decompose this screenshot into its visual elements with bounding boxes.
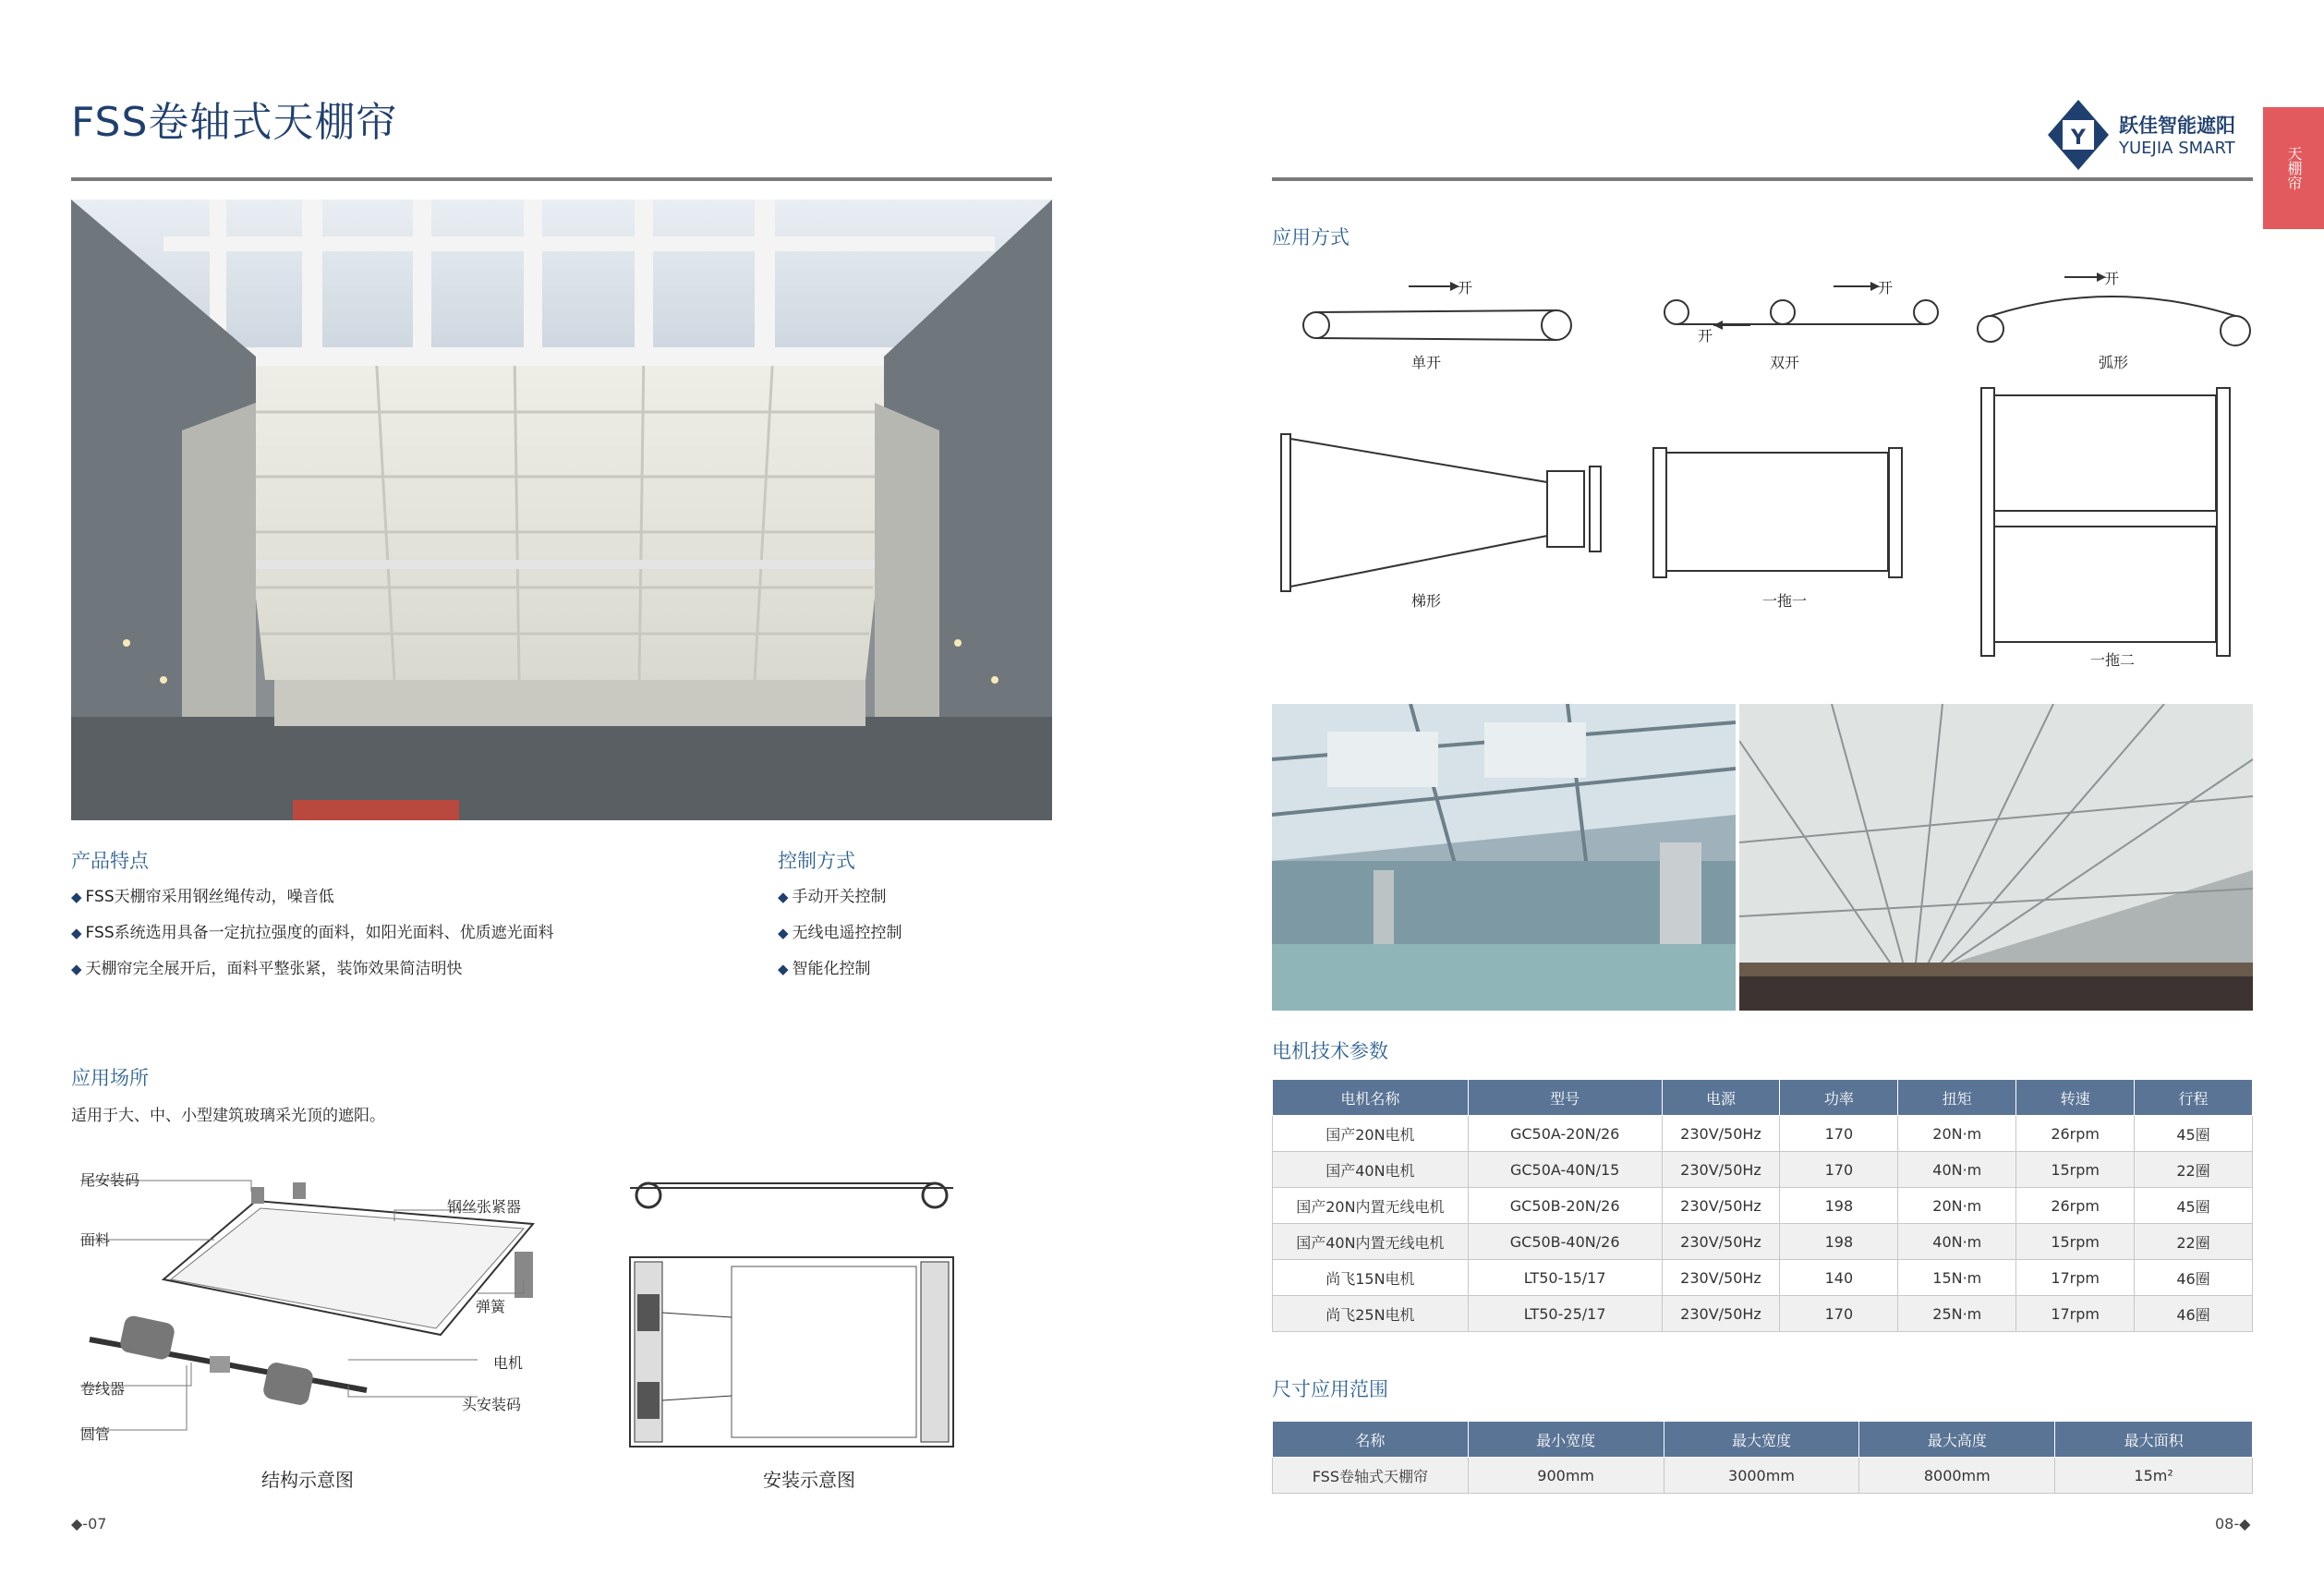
table-cell: 国产20N内置无线电机 — [1273, 1188, 1469, 1224]
usage-mode-label: 一拖二 — [2090, 651, 2136, 669]
bullet-diamond-icon: ◆ — [71, 961, 82, 977]
bullet-diamond-icon: ◆ — [778, 925, 789, 941]
bullet-diamond-icon: ◆ — [71, 925, 82, 941]
structure-label: 卷线器 — [80, 1380, 126, 1398]
size-spec-table — [1272, 1421, 2253, 1494]
table-row — [1273, 1260, 2253, 1296]
table-cell: 20N·m — [1898, 1188, 2016, 1224]
table-cell: 230V/50Hz — [1662, 1116, 1780, 1152]
control-item: ◆ 无线电遥控控制 — [778, 924, 902, 942]
table-cell: 15rpm — [2016, 1224, 2135, 1260]
table-cell: 26rpm — [2016, 1116, 2135, 1152]
table-cell: GC50A-20N/26 — [1468, 1116, 1662, 1152]
table-cell: 140 — [1780, 1260, 1898, 1296]
installation-photo-2 — [1739, 704, 2253, 1011]
table-cell: 国产40N电机 — [1273, 1152, 1469, 1188]
table-cell: 17rpm — [2016, 1260, 2135, 1296]
table-cell: 230V/50Hz — [1662, 1296, 1780, 1332]
application-desc: 适用于大、中、小型建筑玻璃采光顶的遮阳。 — [71, 1107, 385, 1125]
table-cell: GC50A-40N/15 — [1468, 1152, 1662, 1188]
logo-name-cn: 跃佳智能遮阳 — [2119, 115, 2235, 137]
control-title: 控制方式 — [778, 850, 855, 872]
install-diagram — [621, 1169, 962, 1456]
table-cell: 230V/50Hz — [1662, 1260, 1780, 1296]
table-header: 最大面积 — [2055, 1422, 2253, 1458]
table-row — [1273, 1188, 2253, 1224]
table-header: 转速 — [2016, 1080, 2135, 1116]
table-header: 最大高度 — [1859, 1422, 2055, 1458]
table-cell: 46圈 — [2135, 1260, 2253, 1296]
size-title: 尺寸应用范围 — [1272, 1378, 1388, 1400]
table-cell: 170 — [1780, 1152, 1898, 1188]
table-cell: 230V/50Hz — [1662, 1224, 1780, 1260]
structure-label: 圆管 — [80, 1425, 111, 1443]
usage-title: 应用方式 — [1272, 226, 1350, 248]
bullet-diamond-icon: ◆ — [778, 889, 789, 905]
table-cell: 170 — [1780, 1116, 1898, 1152]
table-header: 行程 — [2135, 1080, 2253, 1116]
table-cell: 25N·m — [1898, 1296, 2016, 1332]
table-header: 最小宽度 — [1468, 1422, 1664, 1458]
application-title: 应用场所 — [71, 1067, 149, 1089]
open-label: 开 — [1698, 327, 1713, 345]
table-cell: GC50B-40N/26 — [1468, 1224, 1662, 1260]
table-row — [1273, 1224, 2253, 1260]
table-cell: 22圈 — [2135, 1224, 2253, 1260]
feature-item: ◆ 天棚帘完全展开后，面料平整张紧，装饰效果简洁明快 — [71, 960, 463, 978]
page-number-right: 08-◆ — [2215, 1515, 2251, 1532]
structure-label: 尾安装码 — [80, 1171, 140, 1189]
table-cell: 40N·m — [1898, 1152, 2016, 1188]
table-row — [1273, 1152, 2253, 1188]
svg-text:Y: Y — [2071, 127, 2086, 150]
table-cell: 20N·m — [1898, 1116, 2016, 1152]
installation-photo-1 — [1272, 704, 1736, 1011]
side-tab: 天棚帘 — [2263, 107, 2324, 229]
table-cell: 230V/50Hz — [1662, 1188, 1780, 1224]
usage-mode-label: 单开 — [1411, 354, 1442, 371]
open-label: 开 — [1878, 279, 1894, 297]
page-number-left: ◆-07 — [71, 1515, 107, 1532]
table-cell: 尚飞25N电机 — [1273, 1296, 1469, 1332]
table-header: 最大宽度 — [1664, 1422, 1859, 1458]
table-cell: 170 — [1780, 1296, 1898, 1332]
table-cell: 8000mm — [1859, 1458, 2055, 1494]
right-divider — [1272, 177, 2253, 181]
table-cell: GC50B-20N/26 — [1468, 1188, 1662, 1224]
usage-mode-label: 一拖一 — [1762, 592, 1808, 610]
table-cell: 国产20N电机 — [1273, 1116, 1469, 1152]
table-cell: 26rpm — [2016, 1188, 2135, 1224]
table-header: 功率 — [1780, 1080, 1898, 1116]
table-cell: 15N·m — [1898, 1260, 2016, 1296]
structure-label: 电机 — [493, 1354, 524, 1372]
bullet-diamond-icon: ◆ — [778, 961, 789, 977]
table-header-row — [1273, 1080, 2253, 1116]
structure-label: 钢丝张紧器 — [447, 1198, 522, 1216]
motor-spec-table — [1272, 1079, 2253, 1332]
table-cell: FSS卷轴式天棚帘 — [1273, 1458, 1469, 1494]
table-row — [1273, 1296, 2253, 1332]
table-cell: 国产40N内置无线电机 — [1273, 1224, 1469, 1260]
table-cell: 46圈 — [2135, 1296, 2253, 1332]
table-cell: 22圈 — [2135, 1152, 2253, 1188]
open-label: 开 — [1458, 279, 1473, 297]
table-cell: 尚飞15N电机 — [1273, 1260, 1469, 1296]
install-caption: 安装示意图 — [763, 1469, 855, 1491]
feature-item: ◆ FSS天棚帘采用钢丝绳传动，噪音低 — [71, 888, 334, 906]
feature-item: ◆ FSS系统选用具备一定抗拉强度的面料，如阳光面料、优质遮光面料 — [71, 924, 554, 942]
usage-mode-label: 梯形 — [1411, 592, 1442, 610]
atrium-photo — [71, 200, 1052, 820]
table-cell: 230V/50Hz — [1662, 1152, 1780, 1188]
logo-name-en: YUEJIA SMART — [2119, 139, 2235, 158]
page-title: FSS卷轴式天棚帘 — [71, 99, 398, 146]
structure-caption: 结构示意图 — [261, 1469, 354, 1491]
table-cell: 40N·m — [1898, 1224, 2016, 1260]
table-cell: 45圈 — [2135, 1116, 2253, 1152]
usage-diagrams — [1279, 268, 2258, 674]
bullet-diamond-icon: ◆ — [71, 889, 82, 905]
table-header-row — [1273, 1422, 2253, 1458]
table-cell: 198 — [1780, 1224, 1898, 1260]
table-cell: 900mm — [1468, 1458, 1664, 1494]
control-item: ◆ 智能化控制 — [778, 960, 871, 978]
table-cell: 198 — [1780, 1188, 1898, 1224]
table-row — [1273, 1458, 2253, 1494]
table-row — [1273, 1116, 2253, 1152]
table-header: 名称 — [1273, 1422, 1469, 1458]
title-divider — [71, 177, 1052, 181]
structure-label: 头安装码 — [462, 1396, 522, 1413]
structure-label: 弹簧 — [476, 1298, 506, 1315]
control-item: ◆ 手动开关控制 — [778, 888, 887, 906]
table-cell: 45圈 — [2135, 1188, 2253, 1224]
usage-mode-label: 弧形 — [2099, 354, 2129, 371]
table-cell: LT50-25/17 — [1468, 1296, 1662, 1332]
logo-mark-icon — [2046, 98, 2111, 172]
table-header: 扭矩 — [1898, 1080, 2016, 1116]
table-cell: LT50-15/17 — [1468, 1260, 1662, 1296]
table-cell: 3000mm — [1664, 1458, 1859, 1494]
features-title: 产品特点 — [71, 850, 149, 872]
table-header: 电源 — [1662, 1080, 1780, 1116]
table-cell: 15m² — [2055, 1458, 2253, 1494]
table-cell: 17rpm — [2016, 1296, 2135, 1332]
usage-mode-label: 双开 — [1770, 354, 1800, 371]
table-cell: 15rpm — [2016, 1152, 2135, 1188]
table-header: 型号 — [1468, 1080, 1662, 1116]
table-header: 电机名称 — [1273, 1080, 1469, 1116]
structure-label: 面料 — [80, 1231, 111, 1249]
open-label: 开 — [2104, 270, 2120, 287]
motor-title: 电机技术参数 — [1272, 1040, 1388, 1062]
